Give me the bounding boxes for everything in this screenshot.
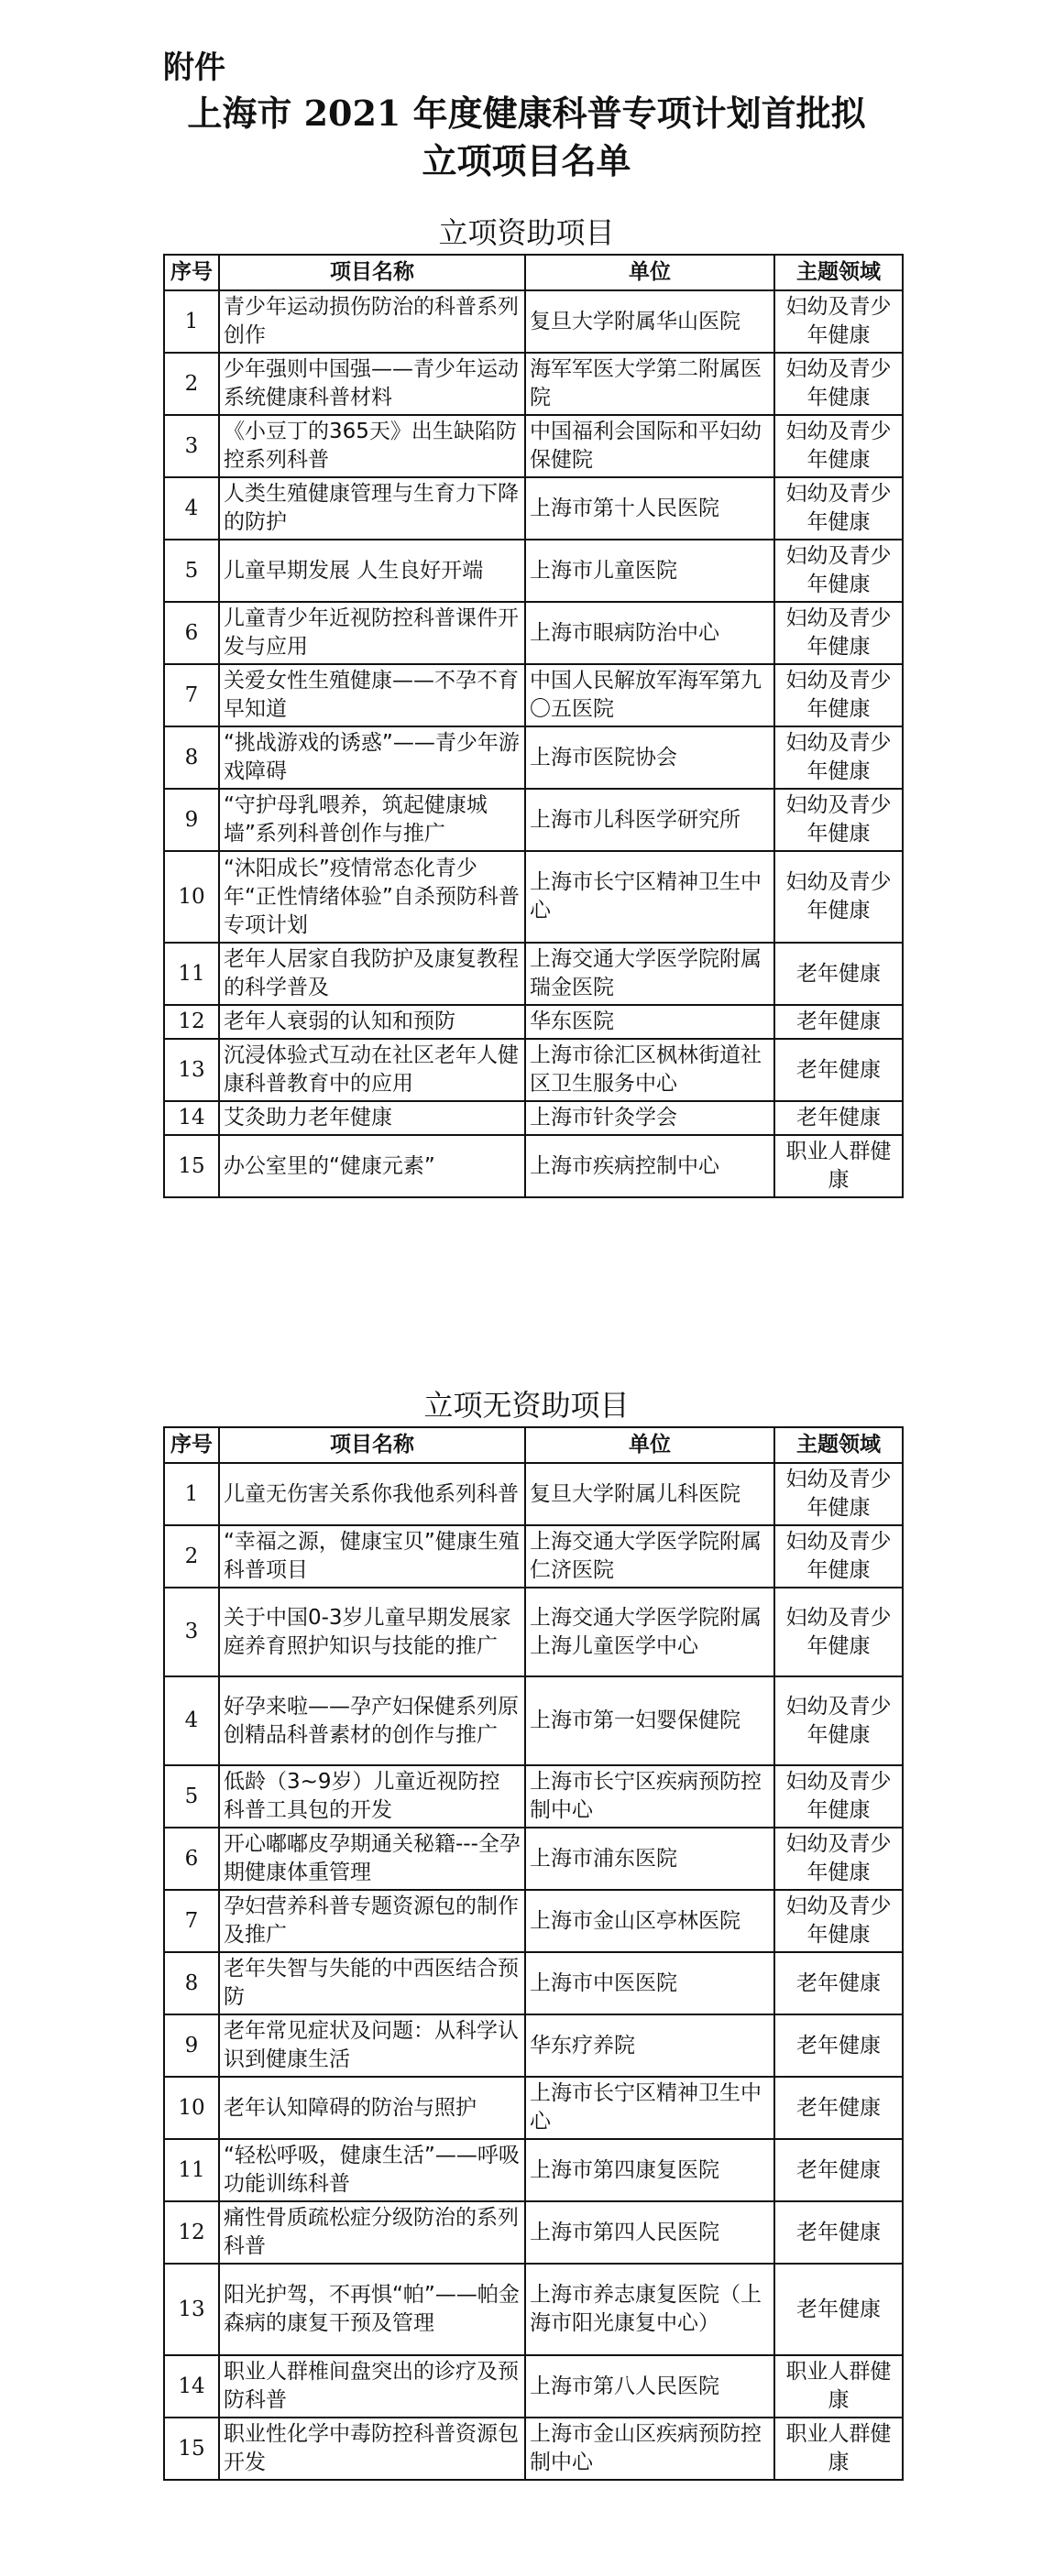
organization-name-cell: 华东疗养院	[525, 2014, 774, 2077]
organization-name-cell: 上海市金山区疾病预防控制中心	[525, 2418, 774, 2480]
theme-area-cell: 职业人群健康	[774, 2418, 903, 2480]
theme-area-cell: 老年健康	[774, 1039, 903, 1101]
theme-area-cell: 老年健康	[774, 1101, 903, 1135]
organization-name-cell: 上海市浦东医院	[525, 1828, 774, 1890]
table-row	[164, 943, 903, 1005]
column-header-unit: 单位	[525, 255, 774, 290]
theme-area-cell: 老年健康	[774, 1952, 903, 2014]
organization-name-cell: 上海市针灸学会	[525, 1101, 774, 1135]
project-name-cell: “挑战游戏的诱惑”——青少年游戏障碍	[219, 726, 525, 789]
row-number-cell: 15	[164, 1135, 219, 1197]
row-number-cell: 4	[164, 1676, 219, 1765]
row-number-cell: 12	[164, 1005, 219, 1039]
organization-name-cell: 中国福利会国际和平妇幼保健院	[525, 415, 774, 477]
project-name-cell: 儿童无伤害关系你我他系列科普	[219, 1463, 525, 1525]
organization-name-cell: 中国人民解放军海军第九〇五医院	[525, 664, 774, 726]
project-name-cell: 儿童青少年近视防控科普课件开发与应用	[219, 602, 525, 664]
theme-area-cell: 妇幼及青少年健康	[774, 540, 903, 602]
theme-area-cell: 职业人群健康	[774, 1135, 903, 1197]
table-row	[164, 2077, 903, 2139]
table-row	[164, 2139, 903, 2201]
project-name-cell: “守护母乳喂养，筑起健康城墙”系列科普创作与推广	[219, 789, 525, 851]
row-number-cell: 13	[164, 1039, 219, 1101]
organization-name-cell: 上海市第四人民医院	[525, 2201, 774, 2264]
theme-area-cell: 老年健康	[774, 1005, 903, 1039]
row-number-cell: 2	[164, 1525, 219, 1588]
organization-name-cell: 上海市长宁区精神卫生中心	[525, 851, 774, 943]
organization-name-cell: 上海市疾病控制中心	[525, 1135, 774, 1197]
attachment-label: 附件	[163, 49, 225, 86]
row-number-cell: 9	[164, 789, 219, 851]
table-row	[164, 851, 903, 943]
project-name-cell: 办公室里的“健康元素”	[219, 1135, 525, 1197]
project-name-cell: 关于中国0-3岁儿童早期发展家庭养育照护知识与技能的推广	[219, 1588, 525, 1676]
theme-area-cell: 妇幼及青少年健康	[774, 353, 903, 415]
row-number-cell: 11	[164, 2139, 219, 2201]
project-name-cell: 阳光护驾，不再惧“帕”——帕金森病的康复干预及管理	[219, 2264, 525, 2355]
organization-name-cell: 上海市养志康复医院（上海市阳光康复中心）	[525, 2264, 774, 2355]
row-number-cell: 8	[164, 726, 219, 789]
row-number-cell: 10	[164, 2077, 219, 2139]
theme-area-cell: 妇幼及青少年健康	[774, 602, 903, 664]
table-header-row	[164, 1427, 903, 1463]
project-name-cell: 老年常见症状及问题：从科学认识到健康生活	[219, 2014, 525, 2077]
organization-name-cell: 上海市第一妇婴保健院	[525, 1676, 774, 1765]
row-number-cell: 14	[164, 2355, 219, 2418]
project-name-cell: 开心嘟嘟皮孕期通关秘籍---全孕期健康体重管理	[219, 1828, 525, 1890]
table-row	[164, 353, 903, 415]
project-name-cell: 沉浸体验式互动在社区老年人健康科普教育中的应用	[219, 1039, 525, 1101]
document-title-line1: 上海市 2021 年度健康科普专项计划首批拟	[187, 93, 866, 134]
theme-area-cell: 老年健康	[774, 2201, 903, 2264]
table-row	[164, 2355, 903, 2418]
column-header-unit: 单位	[525, 1427, 774, 1463]
table-row	[164, 602, 903, 664]
theme-area-cell: 妇幼及青少年健康	[774, 1828, 903, 1890]
table-row	[164, 1135, 903, 1197]
theme-area-cell: 妇幼及青少年健康	[774, 290, 903, 353]
table-row	[164, 1676, 903, 1765]
project-name-cell: 痛性骨质疏松症分级防治的系列科普	[219, 2201, 525, 2264]
organization-name-cell: 上海市中医医院	[525, 1952, 774, 2014]
table-row	[164, 2014, 903, 2077]
row-number-cell: 8	[164, 1952, 219, 2014]
row-number-cell: 3	[164, 415, 219, 477]
column-header-name: 项目名称	[219, 1427, 525, 1463]
organization-name-cell: 上海交通大学医学院附属仁济医院	[525, 1525, 774, 1588]
table-row	[164, 664, 903, 726]
organization-name-cell: 上海市徐汇区枫林街道社区卫生服务中心	[525, 1039, 774, 1101]
row-number-cell: 2	[164, 353, 219, 415]
table-row	[164, 415, 903, 477]
organization-name-cell: 上海市长宁区疾病预防控制中心	[525, 1765, 774, 1828]
row-number-cell: 15	[164, 2418, 219, 2480]
theme-area-cell: 妇幼及青少年健康	[774, 664, 903, 726]
row-number-cell: 5	[164, 540, 219, 602]
row-number-cell: 1	[164, 290, 219, 353]
row-number-cell: 12	[164, 2201, 219, 2264]
column-header-no: 序号	[164, 1427, 219, 1463]
row-number-cell: 3	[164, 1588, 219, 1676]
table-row	[164, 2418, 903, 2480]
organization-name-cell: 上海市儿科医学研究所	[525, 789, 774, 851]
table-header-row	[164, 255, 903, 290]
organization-name-cell: 复旦大学附属儿科医院	[525, 1463, 774, 1525]
organization-name-cell: 海军军医大学第二附属医院	[525, 353, 774, 415]
table-row	[164, 1039, 903, 1101]
project-name-cell: 职业性化学中毒防控科普资源包开发	[219, 2418, 525, 2480]
row-number-cell: 10	[164, 851, 219, 943]
project-name-cell: 低龄（3~9岁）儿童近视防控科普工具包的开发	[219, 1765, 525, 1828]
project-name-cell: 好孕来啦——孕产妇保健系列原创精品科普素材的创作与推广	[219, 1676, 525, 1765]
project-name-cell: 儿童早期发展 人生良好开端	[219, 540, 525, 602]
organization-name-cell: 上海市第十人民医院	[525, 477, 774, 540]
table-row	[164, 1828, 903, 1890]
table-row	[164, 1101, 903, 1135]
unfunded-projects-table	[163, 1426, 904, 2481]
table-row	[164, 1463, 903, 1525]
theme-area-cell: 妇幼及青少年健康	[774, 789, 903, 851]
theme-area-cell: 老年健康	[774, 943, 903, 1005]
project-name-cell: 关爱女性生殖健康——不孕不育早知道	[219, 664, 525, 726]
project-name-cell: 老年人衰弱的认知和预防	[219, 1005, 525, 1039]
row-number-cell: 11	[164, 943, 219, 1005]
table-row	[164, 2201, 903, 2264]
funded-section-title: 立项资助项目	[438, 215, 615, 250]
theme-area-cell: 老年健康	[774, 2139, 903, 2201]
theme-area-cell: 妇幼及青少年健康	[774, 477, 903, 540]
table-row	[164, 477, 903, 540]
organization-name-cell: 上海交通大学医学院附属瑞金医院	[525, 943, 774, 1005]
organization-name-cell: 上海市医院协会	[525, 726, 774, 789]
theme-area-cell: 妇幼及青少年健康	[774, 851, 903, 943]
organization-name-cell: 上海市第四康复医院	[525, 2139, 774, 2201]
organization-name-cell: 华东医院	[525, 1005, 774, 1039]
organization-name-cell: 上海市长宁区精神卫生中心	[525, 2077, 774, 2139]
project-name-cell: 《小豆丁的365天》出生缺陷防控系列科普	[219, 415, 525, 477]
row-number-cell: 5	[164, 1765, 219, 1828]
unfunded-table-body	[164, 1463, 903, 2480]
project-name-cell: 少年强则中国强——青少年运动系统健康科普材料	[219, 353, 525, 415]
theme-area-cell: 妇幼及青少年健康	[774, 1890, 903, 1952]
project-name-cell: 人类生殖健康管理与生育力下降的防护	[219, 477, 525, 540]
column-header-area: 主题领域	[774, 255, 903, 290]
project-name-cell: 青少年运动损伤防治的科普系列创作	[219, 290, 525, 353]
project-name-cell: 职业人群椎间盘突出的诊疗及预防科普	[219, 2355, 525, 2418]
theme-area-cell: 老年健康	[774, 2077, 903, 2139]
organization-name-cell: 复旦大学附属华山医院	[525, 290, 774, 353]
organization-name-cell: 上海交通大学医学院附属上海儿童医学中心	[525, 1588, 774, 1676]
column-header-name: 项目名称	[219, 255, 525, 290]
theme-area-cell: 妇幼及青少年健康	[774, 1676, 903, 1765]
theme-area-cell: 妇幼及青少年健康	[774, 726, 903, 789]
theme-area-cell: 妇幼及青少年健康	[774, 415, 903, 477]
project-name-cell: “轻松呼吸，健康生活”——呼吸功能训练科普	[219, 2139, 525, 2201]
row-number-cell: 6	[164, 1828, 219, 1890]
table-row	[164, 1890, 903, 1952]
row-number-cell: 6	[164, 602, 219, 664]
theme-area-cell: 妇幼及青少年健康	[774, 1588, 903, 1676]
table-row	[164, 1952, 903, 2014]
table-row	[164, 1005, 903, 1039]
organization-name-cell: 上海市金山区亭林医院	[525, 1890, 774, 1952]
table-row	[164, 789, 903, 851]
funded-table-body	[164, 290, 903, 1197]
project-name-cell: 孕妇营养科普专题资源包的制作及推广	[219, 1890, 525, 1952]
theme-area-cell: 妇幼及青少年健康	[774, 1525, 903, 1588]
theme-area-cell: 妇幼及青少年健康	[774, 1765, 903, 1828]
table-row	[164, 2264, 903, 2355]
table-row	[164, 540, 903, 602]
theme-area-cell: 职业人群健康	[774, 2355, 903, 2418]
project-name-cell: 老年人居家自我防护及康复教程的科学普及	[219, 943, 525, 1005]
organization-name-cell: 上海市第八人民医院	[525, 2355, 774, 2418]
row-number-cell: 4	[164, 477, 219, 540]
organization-name-cell: 上海市儿童医院	[525, 540, 774, 602]
row-number-cell: 7	[164, 1890, 219, 1952]
theme-area-cell: 老年健康	[774, 2264, 903, 2355]
table-row	[164, 290, 903, 353]
row-number-cell: 7	[164, 664, 219, 726]
table-row	[164, 1588, 903, 1676]
row-number-cell: 9	[164, 2014, 219, 2077]
organization-name-cell: 上海市眼病防治中心	[525, 602, 774, 664]
funded-projects-table	[163, 254, 904, 1198]
project-name-cell: 艾灸助力老年健康	[219, 1101, 525, 1135]
project-name-cell: “沐阳成长”疫情常态化青少年“正性情绪体验”自杀预防科普专项计划	[219, 851, 525, 943]
theme-area-cell: 妇幼及青少年健康	[774, 1463, 903, 1525]
column-header-area: 主题领域	[774, 1427, 903, 1463]
project-name-cell: “幸福之源，健康宝贝”健康生殖科普项目	[219, 1525, 525, 1588]
row-number-cell: 13	[164, 2264, 219, 2355]
table-row	[164, 1765, 903, 1828]
theme-area-cell: 老年健康	[774, 2014, 903, 2077]
table-row	[164, 726, 903, 789]
table-row	[164, 1525, 903, 1588]
document-title-line2: 立项项目名单	[422, 140, 631, 181]
project-name-cell: 老年认知障碍的防治与照护	[219, 2077, 525, 2139]
column-header-no: 序号	[164, 255, 219, 290]
row-number-cell: 14	[164, 1101, 219, 1135]
project-name-cell: 老年失智与失能的中西医结合预防	[219, 1952, 525, 2014]
unfunded-section-title: 立项无资助项目	[423, 1388, 630, 1423]
row-number-cell: 1	[164, 1463, 219, 1525]
